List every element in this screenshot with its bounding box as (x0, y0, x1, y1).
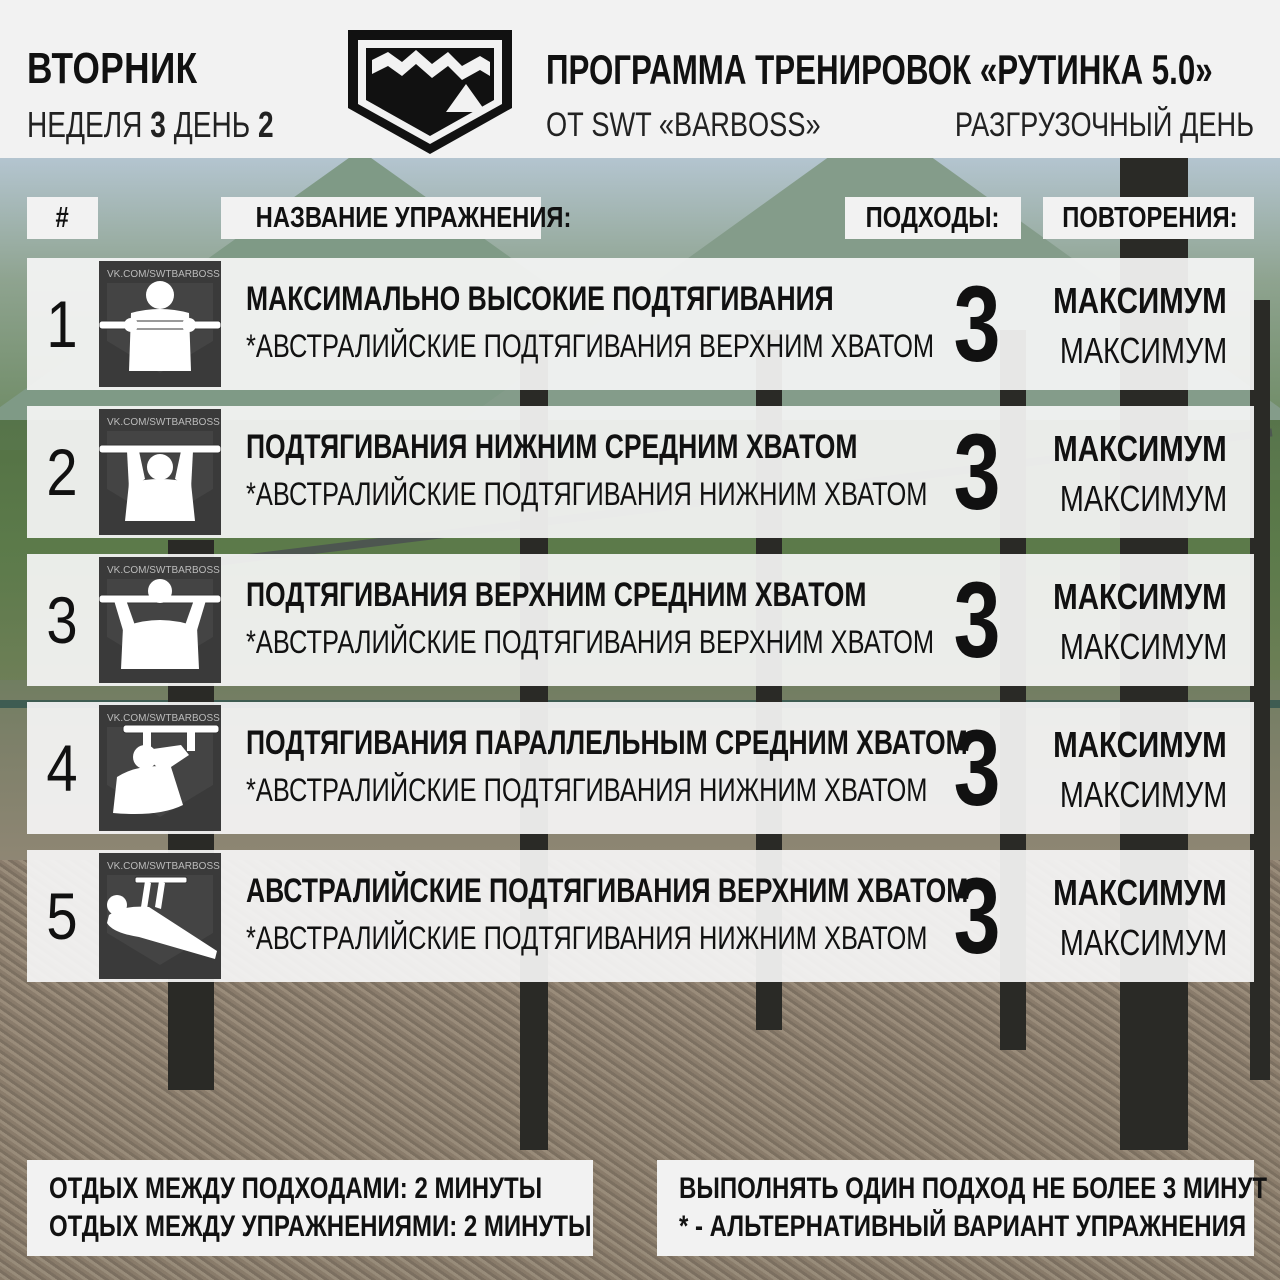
exercise-name: ПОДТЯГИВАНИЯ ВЕРХНИМ СРЕДНИМ ХВАТОМ (246, 576, 867, 614)
exercise-reps-alternative: МАКСИМУМ (1059, 774, 1227, 815)
exercise-thumbnail (99, 705, 221, 831)
exercise-alternative: *АВСТРАЛИЙСКИЕ ПОДТЯГИВАНИЯ ВЕРХНИМ ХВАТОМ (246, 328, 935, 364)
exercise-alternative: *АВСТРАЛИЙСКИЕ ПОДТЯГИВАНИЯ ВЕРХНИМ ХВАТОМ (246, 624, 935, 660)
exercise-row (27, 258, 1254, 390)
exercise-number: 5 (46, 879, 78, 953)
week-label: НЕДЕЛЯ (27, 104, 143, 145)
exercise-thumbnail (99, 409, 221, 535)
exercise-reps: МАКСИМУМ (1053, 724, 1227, 765)
rules-notes (657, 1160, 1268, 1256)
australian-pullup-icon (99, 853, 221, 979)
exercise-sets: 3 (953, 855, 1001, 976)
program-author: ОТ SWT «BARBOSS» (546, 106, 821, 144)
exercise-name: ПОДТЯГИВАНИЯ ПАРАЛЛЕЛЬНЫМ СРЕДНИМ ХВАТОМ (246, 724, 968, 762)
program-title: ПРОГРАММА ТРЕНИРОВОК «РУТИНКА 5.0» (546, 46, 1213, 93)
exercise-reps: МАКСИМУМ (1053, 280, 1227, 321)
day-name: ВТОРНИК (27, 44, 198, 93)
day-label: ДЕНЬ (173, 104, 251, 145)
exercise-number: 1 (46, 287, 78, 361)
exercise-sets: 3 (953, 559, 1001, 680)
exercise-reps-alternative: МАКСИМУМ (1059, 330, 1227, 371)
exercise-sets: 3 (953, 707, 1001, 828)
column-header-number: # (27, 197, 98, 239)
column-header-sets: ПОДХОДЫ: (845, 197, 1021, 239)
exercise-number: 3 (46, 583, 78, 657)
day-number: 2 (257, 104, 274, 145)
set-time-limit: ВЫПОЛНЯТЬ ОДИН ПОДХОД НЕ БОЛЕЕ 3 МИНУТ (679, 1172, 1268, 1205)
exercise-alternative: *АВСТРАЛИЙСКИЕ ПОДТЯГИВАНИЯ НИЖНИМ ХВАТОМ (246, 920, 928, 956)
exercise-row (27, 406, 1254, 538)
exercise-alternative: *АВСТРАЛИЙСКИЕ ПОДТЯГИВАНИЯ НИЖНИМ ХВАТОМ (246, 772, 928, 808)
alternative-note: * - АЛЬТЕРНАТИВНЫЙ ВАРИАНТ УПРАЖНЕНИЯ (679, 1210, 1247, 1243)
header (0, 0, 1280, 158)
exercise-name: ПОДТЯГИВАНИЯ НИЖНИМ СРЕДНИМ ХВАТОМ (246, 428, 858, 466)
svg-text:VK.COM/SWTBARBOSS: VK.COM/SWTBARBOSS (107, 861, 220, 872)
exercise-row (27, 554, 1254, 686)
underhand-pullup-icon (99, 409, 221, 535)
rest-between-exercises: ОТДЫХ МЕЖДУ УПРАЖНЕНИЯМИ: 2 МИНУТЫ (49, 1210, 592, 1243)
svg-text:VK.COM/SWTBARBOSS: VK.COM/SWTBARBOSS (107, 565, 220, 576)
exercise-reps: МАКСИМУМ (1053, 428, 1227, 469)
exercise-reps-alternative: МАКСИМУМ (1059, 922, 1227, 963)
exercise-thumbnail (99, 261, 221, 387)
exercise-row (27, 850, 1254, 982)
high-pullup-icon (99, 261, 221, 387)
exercise-thumbnail (99, 853, 221, 979)
svg-text:VK.COM/SWTBARBOSS: VK.COM/SWTBARBOSS (107, 417, 220, 428)
exercise-sets: 3 (953, 263, 1001, 384)
svg-text:VK.COM/SWTBARBOSS: VK.COM/SWTBARBOSS (107, 269, 220, 280)
svg-text:VK.COM/SWTBARBOSS: VK.COM/SWTBARBOSS (107, 713, 220, 724)
exercise-name: МАКСИМАЛЬНО ВЫСОКИЕ ПОДТЯГИВАНИЯ (246, 280, 834, 318)
exercise-number: 4 (46, 731, 78, 805)
week-day-line (27, 104, 274, 146)
exercise-number: 2 (46, 435, 78, 509)
week-number: 3 (150, 104, 166, 145)
exercise-reps-alternative: МАКСИМУМ (1059, 478, 1227, 519)
exercise-sets: 3 (953, 411, 1001, 532)
exercise-reps: МАКСИМУМ (1053, 872, 1227, 913)
column-header-exercise: НАЗВАНИЕ УПРАЖНЕНИЯ: (221, 197, 541, 239)
exercise-thumbnail (99, 557, 221, 683)
rest-notes (27, 1160, 593, 1256)
column-header-reps: ПОВТОРЕНИЯ: (1043, 197, 1254, 239)
barboss-logo-icon (344, 26, 516, 158)
overhand-pullup-icon (99, 557, 221, 683)
exercise-row (27, 702, 1254, 834)
exercise-reps: МАКСИМУМ (1053, 576, 1227, 617)
day-type: РАЗГРУЗОЧНЫЙ ДЕНЬ (954, 106, 1254, 144)
exercise-name: АВСТРАЛИЙСКИЕ ПОДТЯГИВАНИЯ ВЕРХНИМ ХВАТОМ (246, 872, 969, 910)
exercise-reps-alternative: МАКСИМУМ (1059, 626, 1227, 667)
parallel-grip-pullup-icon (99, 705, 221, 831)
rest-between-sets: ОТДЫХ МЕЖДУ ПОДХОДАМИ: 2 МИНУТЫ (49, 1172, 543, 1205)
exercise-alternative: *АВСТРАЛИЙСКИЕ ПОДТЯГИВАНИЯ НИЖНИМ ХВАТОМ (246, 476, 928, 512)
